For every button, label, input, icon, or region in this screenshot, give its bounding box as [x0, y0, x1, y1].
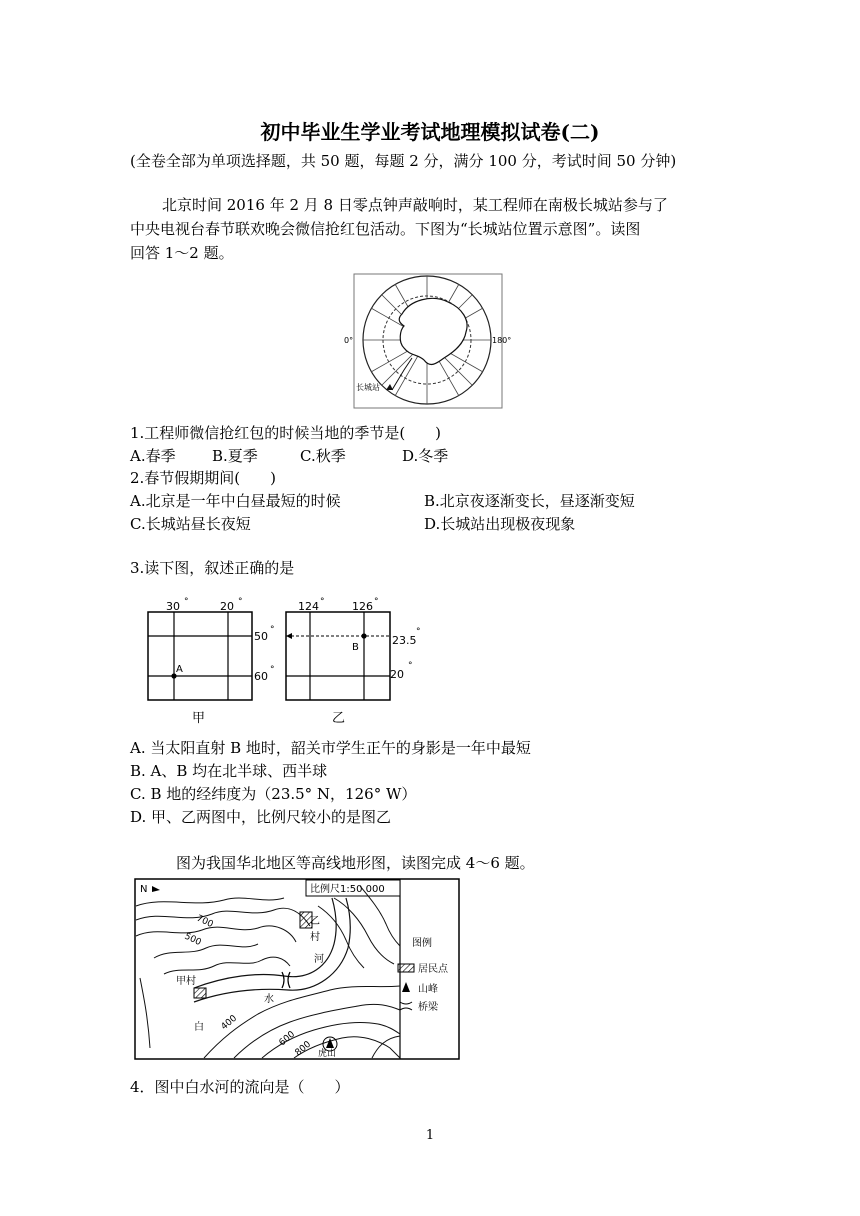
svg-text:°: ° [270, 625, 275, 635]
jia-lon-right: 20 [220, 600, 234, 613]
exam-instructions: (全卷全部为单项选择题，共 50 题，每题 2 分，满分 100 分，考试时间 50 分钟) [130, 152, 677, 170]
intro1-line2: 中央电视台春节联欢晚会微信抢红包活动。下图为“长城站位置示意图”。读图 [130, 220, 641, 238]
legend-peak-label: 山峰 [418, 984, 438, 995]
yi-caption: 乙 [332, 711, 346, 726]
label-180-degree: 180° [492, 336, 512, 345]
label-great-wall-station: 长城站 [356, 383, 380, 392]
yi-lon-left: 124 [298, 600, 319, 613]
contour-label-600: 600 [277, 1029, 298, 1049]
q1-stem: 1.工程师微信抢红包的时候当地的季节是( ) [130, 424, 442, 442]
svg-text:°: ° [416, 627, 421, 637]
river-char-he: 河 [314, 954, 324, 965]
q3-stem: 3.读下图，叙述正确的是 [130, 559, 295, 577]
legend-bridge-label: 桥梁 [418, 1002, 438, 1013]
q2-option-b: B.北京夜逐渐变长，昼逐渐变短 [424, 492, 635, 510]
yi-lon-right: 126 [352, 600, 373, 613]
q2-stem: 2.春节假期期间( ) [130, 469, 277, 487]
point-a-label: A [176, 664, 183, 675]
yi-lat-top: 23.5 [392, 634, 417, 647]
village-jia-icon [194, 988, 206, 998]
village-yi-label-1: 乙 [310, 916, 320, 927]
north-china-contour-map [134, 878, 460, 1060]
page-title: 初中毕业生学业考试地理模拟试卷(二) [260, 120, 600, 144]
village-jia-label: 甲村 [176, 976, 196, 987]
jia-lon-left: 30 [166, 600, 180, 613]
legend-title: 图例 [412, 938, 432, 949]
legend-settlement-label: 居民点 [418, 964, 448, 975]
q1-option-d: D.冬季 [402, 447, 449, 465]
intro2-text: 图为我国华北地区等高线地形图，读图完成 4～6 题。 [176, 854, 535, 872]
river-char-shui: 水 [264, 994, 274, 1005]
great-wall-station-map [340, 272, 520, 412]
svg-text:°: ° [270, 665, 275, 675]
q1-option-c: C.秋季 [300, 447, 346, 465]
q2-option-a: A.北京是一年中白昼最短的时候 [130, 492, 341, 510]
north-arrow-label: N [140, 884, 148, 895]
q3-option-b: B. A、B 均在北半球、西半球 [130, 762, 328, 780]
intro1-line1: 北京时间 2016 年 2 月 8 日零点钟声敲响时，某工程师在南极长城站参与了 [162, 196, 668, 214]
peak-label: 虎山 [318, 1049, 337, 1059]
contour-label-800: 800 [293, 1039, 314, 1059]
q3-option-a: A. 当太阳直射 B 地时，韶关市学生正午的身影是一年中最短 [130, 739, 531, 757]
scale-label: 比例尺1:50 000 [310, 884, 385, 895]
legend-settlement-icon [398, 964, 414, 972]
page-number: 1 [425, 1128, 435, 1143]
contour-label-500: 500 [182, 931, 203, 948]
label-0-degree: 0° [344, 336, 354, 345]
svg-text:°: ° [408, 661, 413, 671]
svg-text:°: ° [374, 597, 379, 607]
q3-option-d: D. 甲、乙两图中，比例尺较小的是图乙 [130, 808, 392, 826]
q2-option-d: D.长城站出现极夜现象 [424, 515, 576, 533]
svg-text:°: ° [320, 597, 325, 607]
village-yi-label-2: 村 [310, 932, 320, 943]
q1-option-b: B.夏季 [212, 447, 258, 465]
svg-text:°: ° [184, 597, 189, 607]
q1-option-a: A.春季 [130, 447, 176, 465]
point-b-label: B [352, 642, 359, 653]
q3-option-c: C. B 地的经纬度为（23.5° N，126° W） [130, 785, 417, 803]
contour-label-700: 700 [194, 913, 215, 930]
jia-lat-top: 50 [254, 630, 268, 643]
intro1-line3: 回答 1～2 题。 [130, 244, 234, 262]
river-char-bai: 白 [194, 1022, 204, 1033]
q2-option-c: C.长城站昼长夜短 [130, 515, 251, 533]
svg-text:°: ° [238, 597, 243, 607]
jia-caption: 甲 [192, 711, 206, 726]
jia-lat-bottom: 60 [254, 670, 268, 683]
q4-stem: 4．图中白水河的流向是（ ） [130, 1078, 350, 1096]
yi-lat-bottom: 20 [390, 668, 404, 681]
lat-lon-grid-maps [140, 594, 440, 728]
contour-label-400: 400 [219, 1013, 240, 1033]
